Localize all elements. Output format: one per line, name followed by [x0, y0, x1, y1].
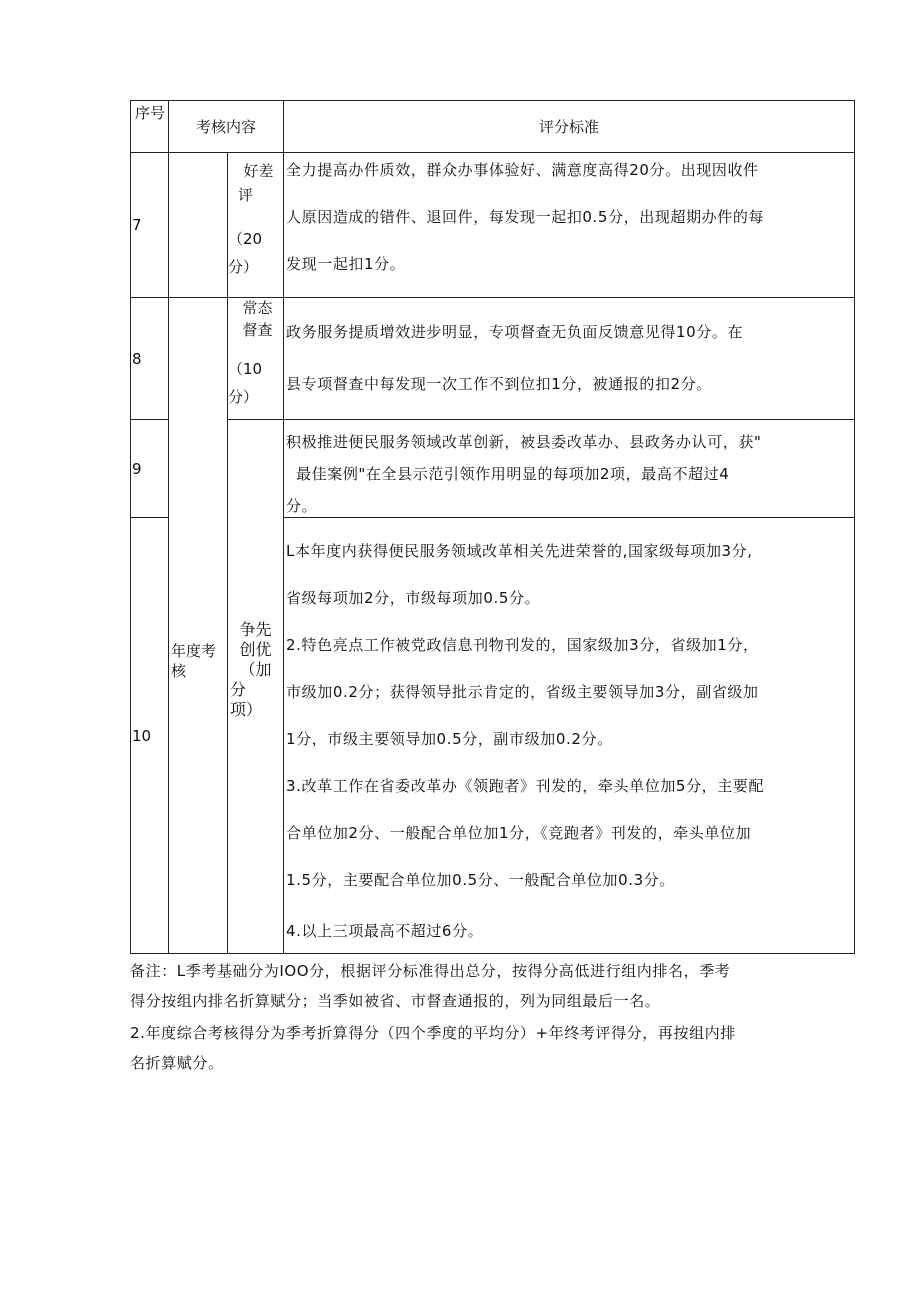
note-line: 2.年度综合考核得分为季考折算得分（四个季度的平均分）+年终考评得分，再按组内排: [130, 1024, 736, 1042]
note-line: 得分按组内排名折算赋分；当季如被省、市督查通报的，列为同组最后一名。: [130, 992, 661, 1010]
criteria-line: 4.以上三项最高不超过6分。: [286, 922, 484, 940]
sub-item-cell: [228, 298, 284, 420]
header-seq: 序号: [131, 101, 169, 153]
sub-item-cell: [228, 153, 284, 298]
criteria-cell: [284, 298, 855, 420]
criteria-line: 2.特色亮点工作被党政信息刊物刊发的，国家级加3分，省级加1分，: [286, 636, 759, 654]
bonus-line: 项）: [230, 700, 263, 719]
bonus-line: 分: [230, 680, 247, 699]
criteria-line: 3.改革工作在省委改革办《领跑者》刊发的，牵头单位加5分，主要配: [286, 777, 765, 795]
criteria-cell: [284, 153, 855, 298]
criteria-line: 省级每项加2分，市级每项加0.5分。: [286, 589, 541, 607]
criteria-line: 县专项督查中每发现一次工作不到位扣1分，被通报的扣2分。: [286, 375, 712, 393]
sub-item-line: 督查: [242, 321, 273, 339]
criteria-line: 全力提高办件质效，群众办事体验好、满意度高得20分。出现因收件: [286, 161, 759, 179]
sub-item-line: 分）: [228, 388, 259, 406]
bonus-line: （加: [239, 660, 272, 679]
group-bonus-cell: [228, 420, 284, 954]
table-header-row: [131, 101, 855, 153]
table-row: [131, 153, 855, 298]
criteria-line: 政务服务提质增效进步明显，专项督查无负面反馈意见得10分。在: [286, 323, 744, 341]
row-seq: 8: [131, 298, 169, 420]
criteria-line: L本年度内获得便民服务领域改革相关先进荣誉的,国家级每项加3分,: [286, 542, 753, 560]
note-line: 名折算赋分。: [130, 1054, 224, 1072]
criteria-line: 最佳案例"在全县示范引领作用明显的每项加2项，最高不超过4: [296, 465, 730, 483]
row-seq: 7: [131, 153, 169, 298]
criteria-line: 合单位加2分、一般配合单位加1分，《竞跑者》刊发的，牵头单位加: [286, 824, 752, 842]
sub-item-line: 评: [238, 186, 254, 204]
criteria-cell: [284, 420, 855, 518]
criteria-line: 人原因造成的错件、退回件，每发现一起扣0.5分，出现超期办件的每: [286, 208, 765, 226]
table-row: [131, 298, 855, 420]
bonus-line: 争先: [239, 620, 272, 639]
scoring-table: [130, 100, 855, 954]
row-seq: 9: [131, 420, 169, 518]
group-annual-cell: [169, 298, 228, 954]
criteria-line: 市级加0.2分；获得领导批示肯定的，省级主要领导加3分，副省级加: [286, 683, 759, 701]
row-seq: 10: [131, 518, 169, 954]
sub-item-line: 常态: [242, 299, 273, 317]
group-annual-label: 年度考核: [171, 641, 217, 680]
criteria-line: 积极推进便民服务领域改革创新，被县委改革办、县政务办认可，获": [286, 433, 762, 451]
criteria-cell: [284, 518, 855, 954]
criteria-line: 1.5分，主要配合单位加0.5分、一般配合单位加0.3分。: [286, 871, 675, 889]
sub-item-line: 分）: [228, 258, 259, 276]
note-line: 备注：L季考基础分为IOO分，根据评分标准得出总分，按得分高低进行组内排名，季考: [130, 962, 731, 980]
header-criteria: 评分标准: [284, 101, 855, 153]
empty-cell: [169, 153, 228, 298]
sub-item-line: 好差: [243, 162, 274, 180]
criteria-line: 1分，市级主要领导加0.5分，副市级加0.2分。: [286, 730, 613, 748]
table-row: [131, 420, 855, 518]
header-content: 考核内容: [169, 101, 284, 153]
bonus-line: 创优: [239, 640, 272, 659]
sub-item-line: （20: [228, 230, 263, 248]
sub-item-line: （10: [228, 360, 263, 378]
criteria-line: 发现一起扣1分。: [286, 255, 406, 273]
notes-section: [130, 956, 856, 1078]
criteria-line: 分。: [286, 497, 318, 515]
